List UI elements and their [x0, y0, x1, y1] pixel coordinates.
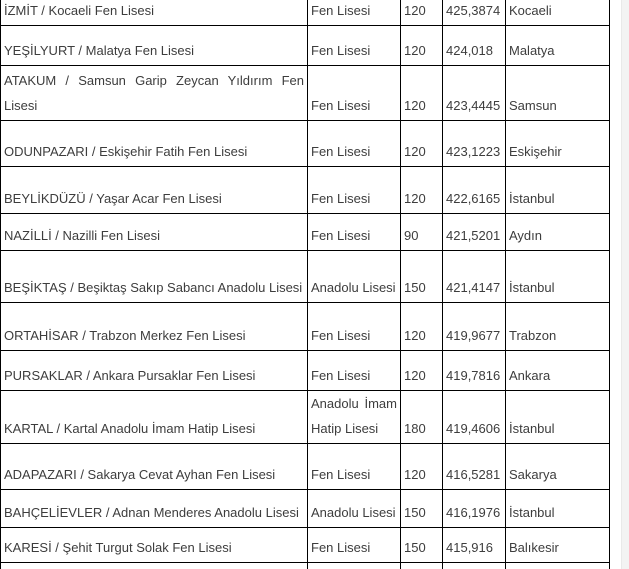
cell-quota: 120 — [401, 444, 443, 490]
cell-school-type: Fen Lisesi — [308, 66, 401, 121]
table-row — [1, 351, 610, 391]
cell-quota: 120 — [401, 351, 443, 391]
cell-school-type: Fen Lisesi — [308, 351, 401, 391]
cell-score: 423,1223 — [443, 121, 506, 167]
cell-quota: 120 — [401, 66, 443, 121]
cell-school-name: NAZİLLİ / Nazilli Fen Lisesi — [1, 214, 308, 251]
table-row — [1, 391, 610, 444]
table-row — [1, 444, 610, 490]
cell-score: 419,9677 — [443, 303, 506, 351]
table-row — [1, 167, 610, 214]
cell-school-type: Anadolu Lisesi — [308, 490, 401, 528]
cell-quota — [401, 563, 443, 569]
cell-school-name: KARESİ / Şehit Turgut Solak Fen Lisesi — [1, 528, 308, 563]
cell-school-type: Anadolu Lisesi — [308, 251, 401, 303]
cell-school-name: BEŞİKTAŞ / Beşiktaş Sakıp Sabancı Anadolu Lisesi — [1, 251, 308, 303]
table-row — [1, 66, 610, 121]
cell-school-name: ATAKUM / Samsun Garip Zeycan Yıldırım Fen Lisesi — [1, 66, 308, 121]
cell-city: Sakarya — [506, 444, 610, 490]
cell-score: 425,3874 — [443, 0, 506, 26]
cell-score: 419,7816 — [443, 351, 506, 391]
cell-quota: 120 — [401, 0, 443, 26]
cell-school-type — [308, 563, 401, 569]
cell-quota: 150 — [401, 528, 443, 563]
cell-quota: 120 — [401, 121, 443, 167]
table-row — [1, 121, 610, 167]
cell-school-name: ADAPAZARI / Sakarya Cevat Ayhan Fen Lisesi — [1, 444, 308, 490]
cell-quota: 180 — [401, 391, 443, 444]
cell-quota: 150 — [401, 251, 443, 303]
cell-school-name: KARTAL / Kartal Anadolu İmam Hatip Lisesi — [1, 391, 308, 444]
cell-school-name — [1, 563, 308, 569]
table-row — [1, 303, 610, 351]
cell-city: İstanbul — [506, 251, 610, 303]
cell-school-name: ODUNPAZARI / Eskişehir Fatih Fen Lisesi — [1, 121, 308, 167]
cell-school-name: İZMİT / Kocaeli Fen Lisesi — [1, 0, 308, 26]
cell-school-type: Fen Lisesi — [308, 121, 401, 167]
cell-score: 421,4147 — [443, 251, 506, 303]
cell-city: Kocaeli — [506, 0, 610, 26]
cell-score: 419,4606 — [443, 391, 506, 444]
cell-quota: 150 — [401, 490, 443, 528]
cell-city — [506, 563, 610, 569]
table-row — [1, 0, 610, 26]
cell-school-type: Fen Lisesi — [308, 528, 401, 563]
cell-city: İstanbul — [506, 490, 610, 528]
cell-school-type: Fen Lisesi — [308, 444, 401, 490]
cell-school-name: YEŞİLYURT / Malatya Fen Lisesi — [1, 26, 308, 66]
table-row-partial — [1, 563, 610, 569]
cell-quota: 120 — [401, 167, 443, 214]
cell-school-type: Fen Lisesi — [308, 0, 401, 26]
cell-school-name: BAHÇELİEVLER / Adnan Menderes Anadolu Lisesi — [1, 490, 308, 528]
cell-city: Balıkesir — [506, 528, 610, 563]
cell-city: İstanbul — [506, 167, 610, 214]
cell-city: Trabzon — [506, 303, 610, 351]
cell-school-type: Anadolu İmam Hatip Lisesi — [308, 391, 401, 444]
cell-school-name: PURSAKLAR / Ankara Pursaklar Fen Lisesi — [1, 351, 308, 391]
cell-school-name: ORTAHİSAR / Trabzon Merkez Fen Lisesi — [1, 303, 308, 351]
cell-score: 423,4445 — [443, 66, 506, 121]
cell-city: İstanbul — [506, 391, 610, 444]
cell-city: Malatya — [506, 26, 610, 66]
cell-quota: 90 — [401, 214, 443, 251]
cell-city: Eskişehir — [506, 121, 610, 167]
table-row — [1, 214, 610, 251]
cell-city: Samsun — [506, 66, 610, 121]
cell-city: Aydın — [506, 214, 610, 251]
cell-quota: 120 — [401, 303, 443, 351]
cell-score — [443, 563, 506, 569]
cell-school-name: BEYLİKDÜZÜ / Yaşar Acar Fen Lisesi — [1, 167, 308, 214]
table-row — [1, 490, 610, 528]
cell-score: 424,018 — [443, 26, 506, 66]
table-row — [1, 251, 610, 303]
cell-school-type: Fen Lisesi — [308, 26, 401, 66]
cell-city: Ankara — [506, 351, 610, 391]
cell-school-type: Fen Lisesi — [308, 167, 401, 214]
cell-school-type: Fen Lisesi — [308, 303, 401, 351]
cell-score: 421,5201 — [443, 214, 506, 251]
cell-school-type: Fen Lisesi — [308, 214, 401, 251]
cell-score: 422,6165 — [443, 167, 506, 214]
cell-score: 416,5281 — [443, 444, 506, 490]
cell-score: 415,916 — [443, 528, 506, 563]
vertical-scrollbar[interactable] — [621, 0, 629, 569]
table-row — [1, 528, 610, 563]
cell-score: 416,1976 — [443, 490, 506, 528]
table-row — [1, 26, 610, 66]
cell-quota: 120 — [401, 26, 443, 66]
